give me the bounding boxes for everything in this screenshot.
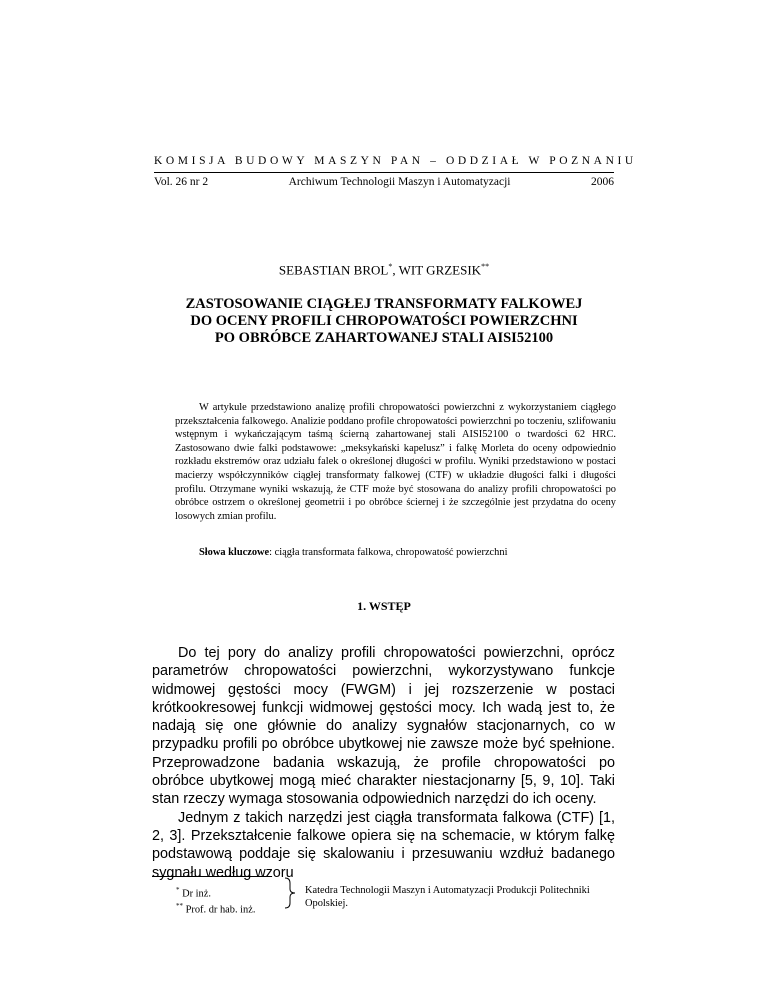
title-line-2: DO OCENY PROFILI CHROPOWATOŚCI POWIERZCHNI <box>190 313 578 329</box>
footnote-1-mark: * <box>176 886 180 894</box>
commission-header: KOMISJA BUDOWY MASZYN PAN – ODDZIAŁ W POZNANIU <box>154 155 637 167</box>
author-2: WIT GRZESIK <box>398 262 482 278</box>
journal-header <box>154 172 614 188</box>
author-2-footnote-mark: ** <box>481 262 490 271</box>
author-1: SEBASTIAN BROL <box>278 262 389 278</box>
title-line-3: PO OBRÓBCE ZAHARTOWANEJ STALI AISI52100 <box>214 330 554 346</box>
footnote-2-mark: ** <box>176 902 183 911</box>
right-brace-icon <box>283 877 297 909</box>
footnote-1 <box>176 884 255 900</box>
author-1-footnote-mark: * <box>388 262 393 271</box>
body-paragraph-1: Do tej pory do analizy profili chropowatości powierzchni, oprócz parametrów chropowatości powierzchni, wykorzystywano funkcje widmowej gęstości mocy (FWGM) i jej rozszerzenie w postaci krótkookresowej funkcji widmowej gęstości mocy. Ich wadą jest to, że nadają się one głównie do analizy sygnałów stacjonarnych, co w przypadku profili po obróbce ubytkowej nie zawsze może być spełnione. Przeprowadzone badania wskazują, że profile chropowatości po obróbce ubytkowej mogą mieć charakter niestacjonarny [5, 9, 10]. Taki stan rzeczy wymaga stosowania odpowiednich narzędzi do ich oceny. <box>152 645 615 808</box>
section-heading: 1. WSTĘP <box>357 599 411 613</box>
affiliation: Katedra Technologii Maszyn i Automatyzacji Produkcji Politechniki Opolskiej. <box>305 885 590 909</box>
footnote-2-text: Prof. dr hab. inż. <box>185 904 256 916</box>
footnote-divider <box>152 876 268 877</box>
author-line <box>0 262 768 278</box>
author-separator: , <box>392 262 399 278</box>
footnote-2 <box>176 900 255 916</box>
volume-number: Vol. 26 nr 2 <box>154 176 209 188</box>
title-line-1: ZASTOSOWANIE CIĄGŁEJ TRANSFORMATY FALKOWEJ <box>185 296 583 312</box>
footnote-list <box>176 884 255 917</box>
publication-year: 2006 <box>591 176 614 188</box>
footnote-1-text: Dr inż. <box>182 888 211 900</box>
keywords <box>199 547 619 558</box>
keywords-label: Słowa kluczowe <box>199 547 270 558</box>
section-body <box>152 644 615 882</box>
journal-name: Archiwum Technologii Maszyn i Automatyzacji <box>288 176 511 188</box>
paper-title <box>150 296 618 347</box>
keywords-text: : ciągła transformata falkowa, chropowatość powierzchni <box>269 547 508 558</box>
abstract: W artykule przedstawiono analizę profili chropowatości powierzchni z wykorzystaniem ciągłego przekształcenia falkowego. Analizie poddano profile chropowatości powierzchni po toczeniu, szlifowaniu wstępnym i wykańczającym taśmą ścierną zahartowanej stali AISI52100 o twardości 62 HRC. Zastosowano dwie falki podstawowe: „meksykański kapelusz” i falkę Morleta do oceny odpowiednio rozkładu ekstremów oraz udziału falek o określonej długości w profilu. Wyniki przedstawiono w postaci macierzy współczynników ciągłej transformaty falkowej (CTF) w układzie długości falki i długości profilu. Otrzymane wyniki wskazują, że CTF może być stosowana do analizy profili chropowatości po obróbce ostrzem o określonej geometrii i po obróbce ściernej i że szczególnie jest przydatna do oceny losowych zmian profilu. <box>175 402 616 522</box>
body-paragraph-2: Jednym z takich narzędzi jest ciągła transformata falkowa (CTF) [1, 2, 3]. Przekształcenie falkowe opiera się na schemacie, w którym falkę podstawową poddaje się skalowaniu i przesuwaniu wzdłuż badanego sygnału według wzoru <box>152 809 615 881</box>
